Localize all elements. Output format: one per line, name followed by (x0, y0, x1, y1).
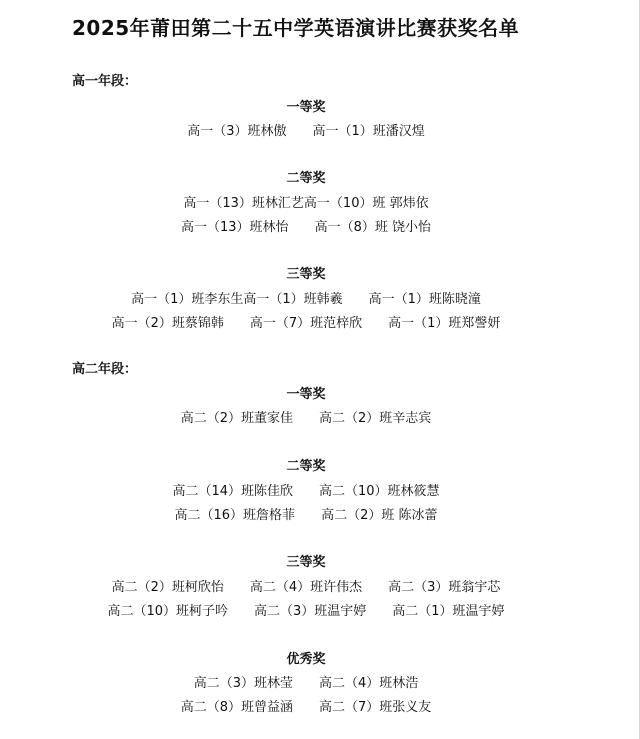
grade-1-heading: 高一年段： (72, 74, 138, 89)
g2-third-prize-row-1 (0, 576, 612, 595)
winner-name: 高二（2）班柯欣怡 (111, 580, 224, 595)
g1-third-prize-row-2 (0, 312, 612, 331)
g1-second-prize-heading: 二等奖 (286, 171, 326, 186)
winner-name: 高二（2）班董家佳 (180, 411, 293, 426)
g1-first-prize-heading: 一等奖 (286, 100, 326, 115)
winner-name: 高二（3）班林莹 (193, 676, 293, 691)
winner-name: 高二（1）班温宇婷 (392, 604, 505, 619)
g1-first-prize-row-1 (0, 120, 612, 139)
winner-name: 高一（1）班李东生高一（1）班韩羲 (131, 292, 343, 307)
g2-third-prize-heading: 三等奖 (286, 555, 326, 570)
g2-first-prize-row-1 (0, 407, 612, 426)
winner-name: 高一（1）班郑謦妍 (388, 316, 501, 331)
winner-name: 高二（10）班林筱慧 (319, 484, 440, 499)
winner-name: 高一（3）班林傲 (187, 124, 287, 139)
winner-name: 高二（4）班许伟杰 (249, 580, 363, 595)
winner-name: 高二（2）班辛志宾 (319, 411, 432, 426)
g2-second-prize-heading: 二等奖 (286, 459, 326, 474)
winner-name: 高一（13）班林汇艺高一（10）班 郭炜依 (183, 196, 429, 211)
winner-name: 高二（8）班曾益涵 (180, 700, 293, 715)
g2-excellence-award-row-2 (0, 696, 612, 715)
winner-name: 高一（2）班蔡锦韩 (111, 316, 224, 331)
winner-name: 高一（7）班范梓欣 (249, 316, 363, 331)
g1-third-prize-heading: 三等奖 (286, 267, 326, 282)
winner-name: 高二（7）班张义友 (319, 700, 432, 715)
g2-second-prize-row-2 (0, 504, 612, 523)
g1-second-prize-row-1 (0, 192, 612, 211)
winner-name: 高二（3）班翁宇芯 (388, 580, 501, 595)
winner-name: 高一（8）班 饶小怡 (314, 220, 431, 235)
document-title: 2025年莆田第二十五中学英语演讲比赛获奖名单 (72, 16, 520, 40)
g2-second-prize-row-1 (0, 480, 612, 499)
winner-name: 高一（1）班潘汉煌 (312, 124, 425, 139)
winner-name: 高二（3）班温宇婷 (253, 604, 367, 619)
winner-name: 高一（13）班林怡 (181, 220, 289, 235)
g1-third-prize-row-1 (0, 288, 612, 307)
g2-first-prize-heading: 一等奖 (286, 387, 326, 402)
g2-excellence-award-row-1 (0, 672, 612, 691)
grade-2-heading: 高二年段： (72, 362, 138, 377)
g2-third-prize-row-2 (0, 600, 612, 619)
winner-name: 高二（2）班 陈冰蕾 (321, 508, 438, 523)
g2-excellence-award-heading: 优秀奖 (286, 652, 326, 667)
winner-name: 高二（14）班陈佳欣 (172, 484, 293, 499)
winner-name: 高二（16）班詹格菲 (174, 508, 296, 523)
winner-name: 高一（1）班陈晓潼 (368, 292, 481, 307)
winner-name: 高二（10）班柯子吟 (107, 604, 228, 619)
winner-name: 高二（4）班林浩 (319, 676, 419, 691)
g1-second-prize-row-2 (0, 216, 612, 235)
